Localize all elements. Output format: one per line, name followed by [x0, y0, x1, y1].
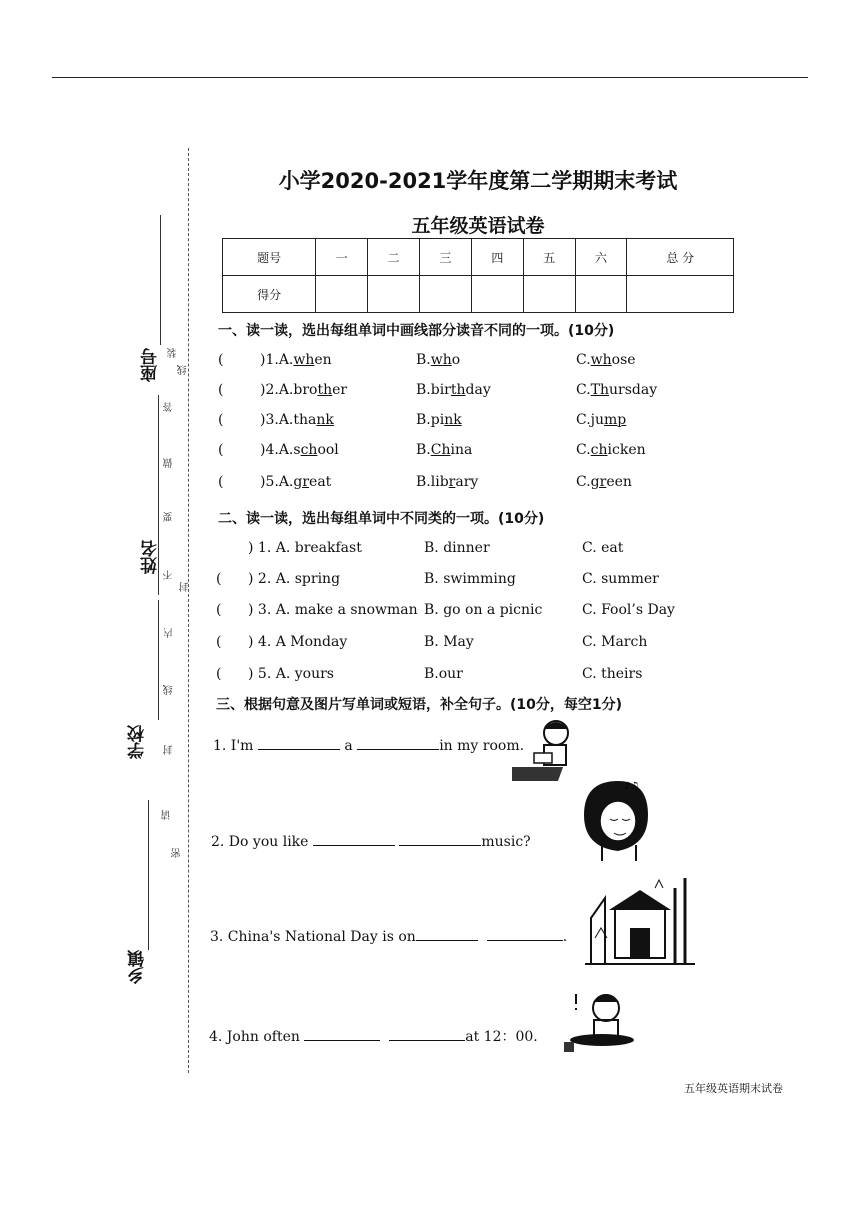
page-footer: 五年级英语期末试卷 — [684, 1082, 783, 1095]
option-c-underlined: ch — [590, 442, 608, 458]
option-c-text: een — [606, 474, 632, 490]
option-c-text: C.ju — [576, 412, 605, 428]
score-header-cell: 六 — [575, 239, 627, 276]
margin-char: 密 — [172, 848, 183, 858]
town-label: 乡镇 — [128, 950, 148, 984]
q2-part1: 2. Do you like — [211, 834, 309, 850]
option-a-text: er — [332, 382, 348, 398]
answer-paren[interactable]: ( — [218, 474, 224, 490]
answer-paren[interactable]: ( — [216, 666, 222, 682]
score-header-cell: 二 — [368, 239, 420, 276]
option-b-underlined: nk — [444, 412, 462, 428]
score-cell[interactable] — [368, 276, 420, 313]
score-header-cell: 一 — [316, 239, 368, 276]
q1-part1: 1. I'm — [213, 738, 254, 754]
section1-option-c — [576, 382, 657, 398]
option-b-text: B.bir — [416, 382, 451, 398]
school-label: 学校 — [128, 725, 148, 759]
option-b-text: day — [465, 382, 491, 398]
q1-part3: in my room. — [439, 738, 525, 754]
girl-listening-picture — [572, 775, 654, 865]
section1-option-c — [576, 442, 646, 458]
answer-paren[interactable]: ( — [218, 442, 224, 458]
score-header-cell: 题号 — [223, 239, 316, 276]
option-a-text: s — [293, 442, 301, 458]
section1-option-c — [576, 412, 626, 428]
item-number: )4.A. — [260, 442, 294, 458]
section3-heading: 三、根据句意及图片写单词或短语，补全句子。(10分，每空1分) — [216, 697, 623, 713]
boy-eating-lunch-picture — [558, 986, 642, 1058]
section1-option-a — [260, 442, 339, 458]
margin-char: 内 — [164, 628, 175, 638]
q1-part2: a — [344, 738, 353, 754]
section2-option-b: B. go on a picnic — [424, 602, 543, 618]
section1-option-a — [260, 382, 347, 398]
seat-label: 座号 — [141, 348, 161, 382]
section1-option-b — [416, 352, 460, 368]
q4-blank-2[interactable] — [389, 1040, 465, 1041]
q2-blank-1[interactable] — [313, 845, 395, 846]
section2-option-a: ) 4. A Monday — [248, 634, 348, 650]
section1-option-a — [260, 352, 332, 368]
section2-option-b: B. dinner — [424, 540, 490, 556]
fill-question-1 — [213, 738, 524, 754]
option-c-text: ose — [611, 352, 636, 368]
option-b-underlined: wh — [430, 352, 452, 368]
option-b-text: B. — [416, 352, 431, 368]
score-cell[interactable] — [627, 276, 734, 313]
option-c-text: ursday — [609, 382, 658, 398]
q4-blank-1[interactable] — [304, 1040, 380, 1041]
section1-option-c — [576, 474, 632, 490]
q3-blank-2[interactable] — [487, 940, 563, 941]
score-header-cell: 三 — [420, 239, 472, 276]
item-number: )2.A. — [260, 382, 294, 398]
option-a-underlined: wh — [293, 352, 315, 368]
section2-option-a: ) 1. A. breakfast — [248, 540, 362, 556]
option-c-text: C. — [576, 474, 591, 490]
binding-dash-line — [188, 148, 189, 1073]
section2-option-a: ) 5. A. yours — [248, 666, 334, 682]
margin-char: 答 — [164, 402, 175, 412]
q2-blank-2[interactable] — [399, 845, 481, 846]
option-a-underlined: gr — [293, 474, 310, 490]
score-table — [222, 238, 734, 313]
section2-option-a: ) 2. A. spring — [248, 571, 341, 587]
option-c-underlined: gr — [590, 474, 607, 490]
item-number: )5.A. — [260, 474, 294, 490]
section1-option-b — [416, 442, 472, 458]
section2-option-c: C. eat — [582, 540, 624, 556]
margin-char: 线 — [178, 365, 189, 375]
margin-char: 封 — [164, 745, 175, 755]
q3-blank-1[interactable] — [416, 940, 478, 941]
margin-char: 装 — [168, 348, 179, 358]
q1-blank-1[interactable] — [258, 749, 340, 750]
score-header-cell: 五 — [523, 239, 575, 276]
section2-option-c: C. summer — [582, 571, 659, 587]
option-a-text: tha — [293, 412, 317, 428]
option-b-text: ina — [450, 442, 473, 458]
section1-option-c — [576, 352, 636, 368]
margin-char: 封 — [180, 582, 191, 592]
option-a-underlined: ch — [300, 442, 318, 458]
q3-part1: 3. China's National Day is on — [210, 929, 416, 945]
score-header-cell: 总 分 — [627, 239, 734, 276]
score-cell[interactable] — [523, 276, 575, 313]
section2-option-b: B. May — [424, 634, 474, 650]
section1-option-b — [416, 474, 478, 490]
option-a-text: en — [314, 352, 332, 368]
section1-option-b — [416, 382, 491, 398]
option-c-underlined: wh — [590, 352, 612, 368]
q2-part3: music? — [481, 834, 531, 850]
page-title: 小学2020-2021学年度第二学期期末考试 — [278, 169, 678, 193]
score-cell[interactable] — [420, 276, 472, 313]
answer-paren[interactable]: ( — [218, 412, 224, 428]
option-a-underlined: th — [317, 382, 333, 398]
option-c-text: C. — [576, 382, 591, 398]
section2-heading: 二、读一读，选出每组单词中不同类的一项。(10分) — [218, 511, 545, 527]
answer-paren[interactable]: ( — [216, 571, 222, 587]
q4-part1: 4. John often — [209, 1029, 300, 1045]
option-b-underlined: th — [450, 382, 466, 398]
option-b-underlined: Ch — [430, 442, 451, 458]
top-rule — [52, 77, 808, 78]
page-subtitle: 五年级英语试卷 — [411, 215, 545, 237]
answer-paren[interactable]: ( — [218, 382, 224, 398]
option-a-underlined: nk — [316, 412, 334, 428]
section1-option-a — [260, 474, 331, 490]
option-c-text: icken — [607, 442, 646, 458]
margin-char: 要 — [164, 512, 175, 522]
section1-option-a — [260, 412, 334, 428]
town-line — [148, 800, 149, 950]
option-a-text: eat — [309, 474, 332, 490]
section2-option-c: C. March — [582, 634, 648, 650]
fill-question-3 — [210, 929, 567, 945]
score-cell[interactable] — [471, 276, 523, 313]
option-b-text: B. — [416, 442, 431, 458]
option-a-text: ool — [317, 442, 339, 458]
answer-paren[interactable]: ( — [218, 352, 224, 368]
margin-char: 请 — [162, 810, 173, 820]
option-b-text: ary — [455, 474, 479, 490]
option-c-text: C. — [576, 352, 591, 368]
margin-char: 做 — [164, 458, 175, 468]
option-b-underlined: r — [448, 474, 456, 490]
answer-paren[interactable]: ( — [216, 634, 222, 650]
score-cell[interactable] — [316, 276, 368, 313]
fill-question-2 — [211, 834, 531, 850]
option-b-text: o — [451, 352, 461, 368]
school-line — [158, 600, 159, 720]
score-row-label: 得分 — [223, 276, 316, 313]
section2-option-b: B.our — [424, 666, 463, 682]
section2-option-c: C. theirs — [582, 666, 643, 682]
item-number: )3.A. — [260, 412, 294, 428]
q1-blank-2[interactable] — [357, 749, 439, 750]
option-b-text: B.pi — [416, 412, 445, 428]
name-label: 姓名 — [141, 540, 161, 574]
option-a-text: bro — [293, 382, 318, 398]
q3-part3: . — [562, 929, 568, 945]
margin-char: 不 — [164, 570, 175, 580]
item-number: )1.A. — [260, 352, 294, 368]
section1-heading: 一、读一读，选出每组单词中画线部分读音不同的一项。(10分) — [218, 323, 615, 339]
option-c-underlined: mp — [604, 412, 627, 428]
option-c-text: C. — [576, 442, 591, 458]
section1-option-b — [416, 412, 462, 428]
score-cell[interactable] — [575, 276, 627, 313]
section2-option-b: B. swimming — [424, 571, 516, 587]
option-b-text: B.lib — [416, 474, 449, 490]
score-header-cell: 四 — [471, 239, 523, 276]
answer-paren[interactable]: ( — [216, 602, 222, 618]
margin-char: 线 — [164, 685, 175, 695]
svg-text:♪♫: ♪♫ — [624, 781, 640, 792]
tiananmen-picture — [585, 868, 695, 968]
q4-part3: at 12：00. — [465, 1029, 538, 1045]
fill-question-4 — [209, 1026, 538, 1046]
section2-option-a: ) 3. A. make a snowman — [248, 602, 418, 618]
section2-option-c: C. Fool’s Day — [582, 602, 675, 618]
option-c-underlined: Th — [590, 382, 610, 398]
